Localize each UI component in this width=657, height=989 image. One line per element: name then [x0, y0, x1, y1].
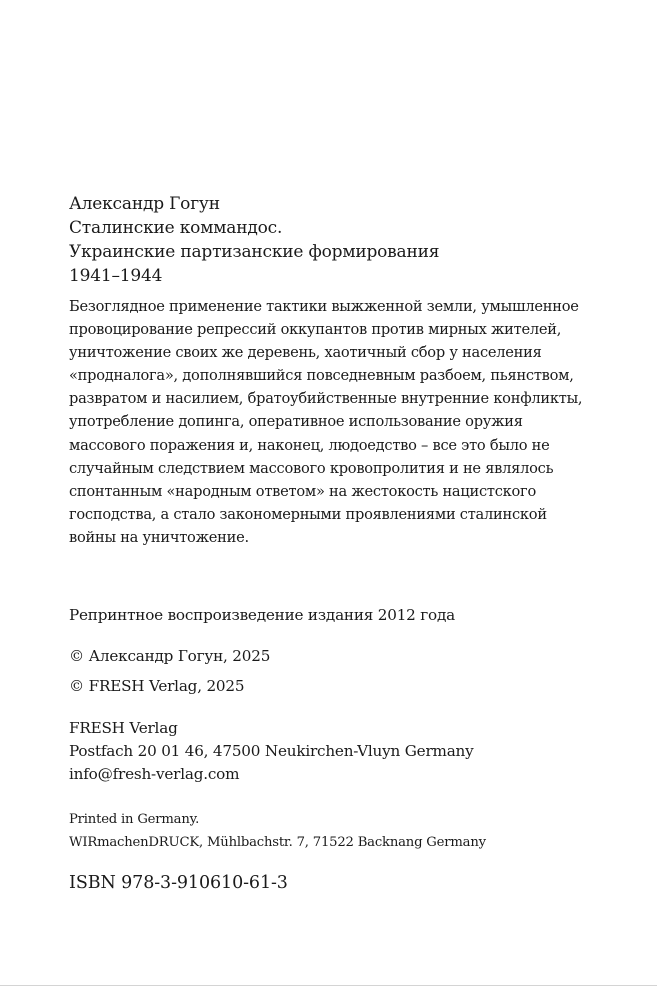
abstract-line: случайным следствием массового кровопролития и не являлось	[69, 459, 554, 477]
abstract-line: Безоглядное применение тактики выжженной земли, умышленное	[69, 298, 579, 315]
publisher-block	[69, 717, 649, 786]
copyright-publisher: © FRESH Verlag, 2025	[69, 677, 245, 696]
abstract-paragraph	[69, 295, 649, 549]
publisher-name: FRESH Verlag	[69, 719, 178, 738]
abstract-line: провоцирование репрессий оккупантов против мирных жителей,	[69, 321, 562, 339]
abstract-line: развратом и насилием, братоубийственные внутренние конфликты,	[69, 390, 583, 408]
printer-address: WIRmachenDRUCK, Mühlbachstr. 7, 71522 Backnang Germany	[69, 835, 486, 851]
abstract-line: употребление допинга, оперативное использование оружия	[69, 413, 523, 431]
abstract-line: «продналога», дополнявшийся повседневным разбоем, пьянством,	[69, 367, 574, 385]
copyright-block	[69, 641, 649, 701]
abstract-line: войны на уничтожение.	[69, 528, 249, 546]
book-years-line: 1941–1944	[69, 266, 163, 286]
abstract-line: господства, а стало закономерными проявлениями сталинской	[69, 505, 547, 523]
page-bottom-edge	[0, 985, 657, 986]
author-name: Александр Гогун	[69, 194, 220, 214]
abstract-line: массового поражения и, наконец, людоедство – все это было не	[69, 436, 550, 454]
book-subtitle-line: Украинские партизанские формирования	[69, 242, 440, 262]
reprint-note: Репринтное воспроизведение издания 2012 года	[69, 606, 455, 625]
abstract-line: спонтанным «народным ответом» на жестокость нацистского	[69, 482, 536, 500]
printed-in-note: Printed in Germany.	[69, 812, 200, 828]
book-title-block	[69, 192, 649, 288]
printer-block	[69, 808, 649, 854]
imprint-page	[69, 192, 649, 895]
isbn: ISBN 978-3-910610-61-3	[69, 873, 288, 894]
copyright-author: © Александр Гогун, 2025	[69, 647, 271, 666]
publisher-email: info@fresh-verlag.com	[69, 765, 240, 784]
book-title-line: Сталинские коммандос.	[69, 218, 283, 238]
abstract-line: уничтожение своих же деревень, хаотичный сбор у населения	[69, 344, 542, 362]
publisher-address: Postfach 20 01 46, 47500 Neukirchen-Vluyn Germany	[69, 742, 474, 761]
